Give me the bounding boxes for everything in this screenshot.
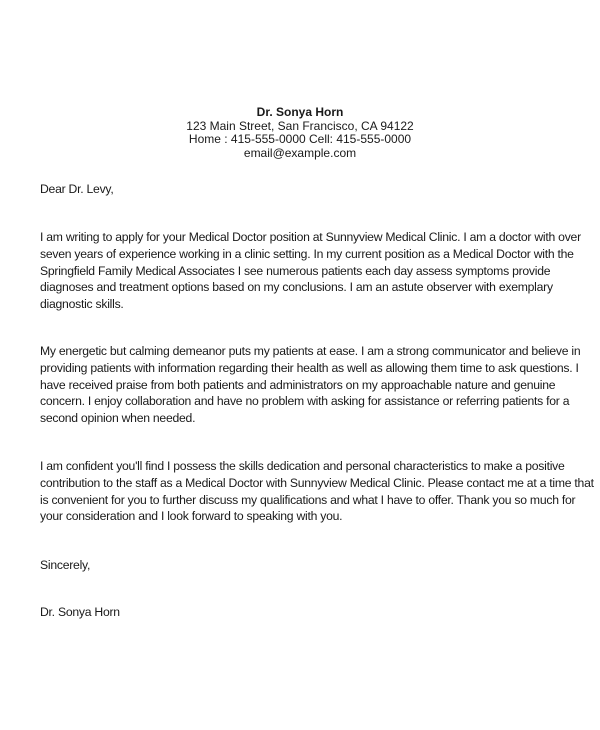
paragraph-3: I am confident you'll find I possess the skills dedication and personal characteristics to make a positive contribution to the staff as a Medical Doctor with Sunnyview Medical Clinic. Please contact me at a time that is convenient for you to further discuss my qualifications and what I have to offer. Thank you so much for your consideration and I look forward to speaking with you.: [40, 459, 594, 524]
closing: Sincerely,: [40, 558, 91, 572]
paragraph-1: I am writing to apply for your Medical Doctor position at Sunnyview Medical Clinic. I am a doctor with over seven years of experience working in a clinic setting. In my current position as a Medical Doctor with the Springfield Family Medical Associates I see numerous patients each day assess symptoms provide diagnoses and treatment options based on my conclusions. I am an astute observer with exemplary diagnostic skills.: [40, 230, 581, 312]
sender-name: Dr. Sonya Horn: [256, 105, 344, 119]
sender-address: 123 Main Street, San Francisco, CA 94122: [186, 118, 414, 133]
letterhead: [0, 106, 600, 160]
paragraph-2: My energetic but calming demeanor puts my patients at ease. I am a strong communicator and believe in providing patients with information regarding their health as well as allowing them time to ask questions. I have received praise from both patients and administrators on my approachable nature and genuine concern. I enjoy collaboration and have no problem with asking for assistance or referring patients for a second opinion when needed.: [40, 344, 581, 426]
signature: Dr. Sonya Horn: [40, 605, 120, 619]
salutation: Dear Dr. Levy,: [40, 182, 114, 196]
sender-email: email@example.com: [243, 145, 357, 160]
sender-phones: Home : 415-555-0000 Cell: 415-555-0000: [188, 132, 412, 146]
